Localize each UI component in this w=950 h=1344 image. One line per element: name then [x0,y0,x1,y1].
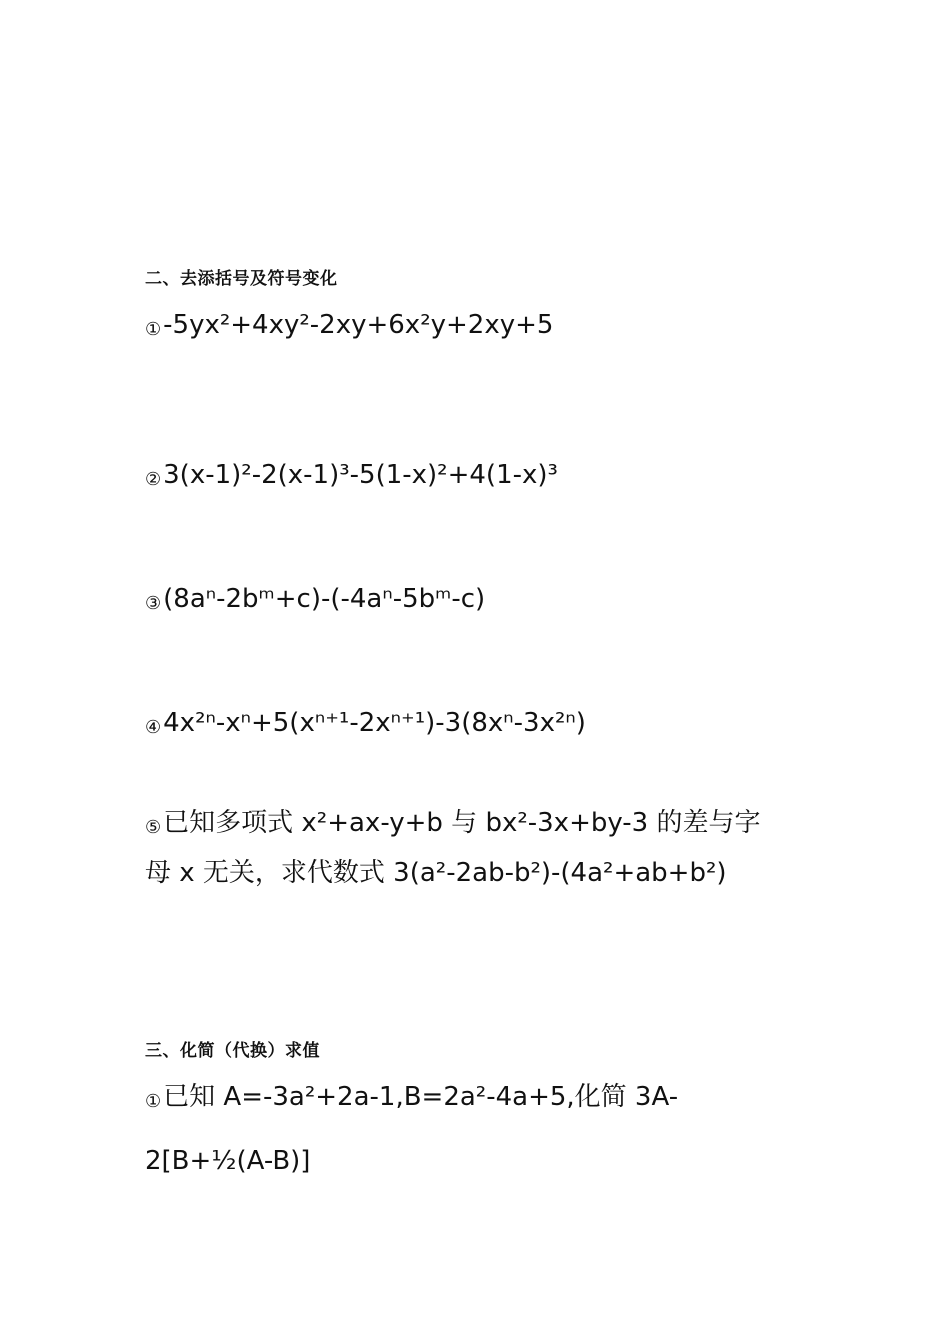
problem-2-3 [145,586,485,613]
problem-number: ② [145,469,162,490]
problem-text: (8aⁿ-2bᵐ+c)-(-4aⁿ-5bᵐ-c) [163,584,486,614]
problem-text: 已知 A=-3a²+2a-1,B=2a²-4a+5,化简 3A- [163,1082,679,1112]
problem-number: ① [145,319,162,340]
problem-3-1-line1 [145,1084,678,1111]
problem-number: ③ [145,593,162,614]
problem-3-1-line2: 2[B+½(A-B)] [145,1146,311,1176]
problem-number: ④ [145,717,162,738]
problem-text: 4x²ⁿ-xⁿ+5(xⁿ⁺¹-2xⁿ⁺¹)-3(8xⁿ-3x²ⁿ) [163,708,586,738]
problem-2-5-line1 [145,810,760,837]
problem-2-2 [145,462,558,489]
problem-number: ① [145,1091,162,1112]
problem-2-5-line2: 母 x 无关，求代数式 3(a²-2ab-b²)-(4a²+ab+b²) [145,858,727,888]
problem-text: 已知多项式 x²+ax-y+b 与 bx²-3x+by-3 的差与字 [163,808,761,838]
problem-text: 3(x-1)²-2(x-1)³-5(1-x)²+4(1-x)³ [163,460,558,490]
problem-text: -5yx²+4xy²-2xy+6x²y+2xy+5 [163,310,554,340]
problem-2-1 [145,312,553,339]
section-heading-2: 二、去添括号及符号变化 [145,269,338,289]
problem-number: ⑤ [145,817,162,838]
section-heading-3: 三、化简（代换）求值 [145,1041,320,1061]
problem-2-4 [145,710,586,737]
